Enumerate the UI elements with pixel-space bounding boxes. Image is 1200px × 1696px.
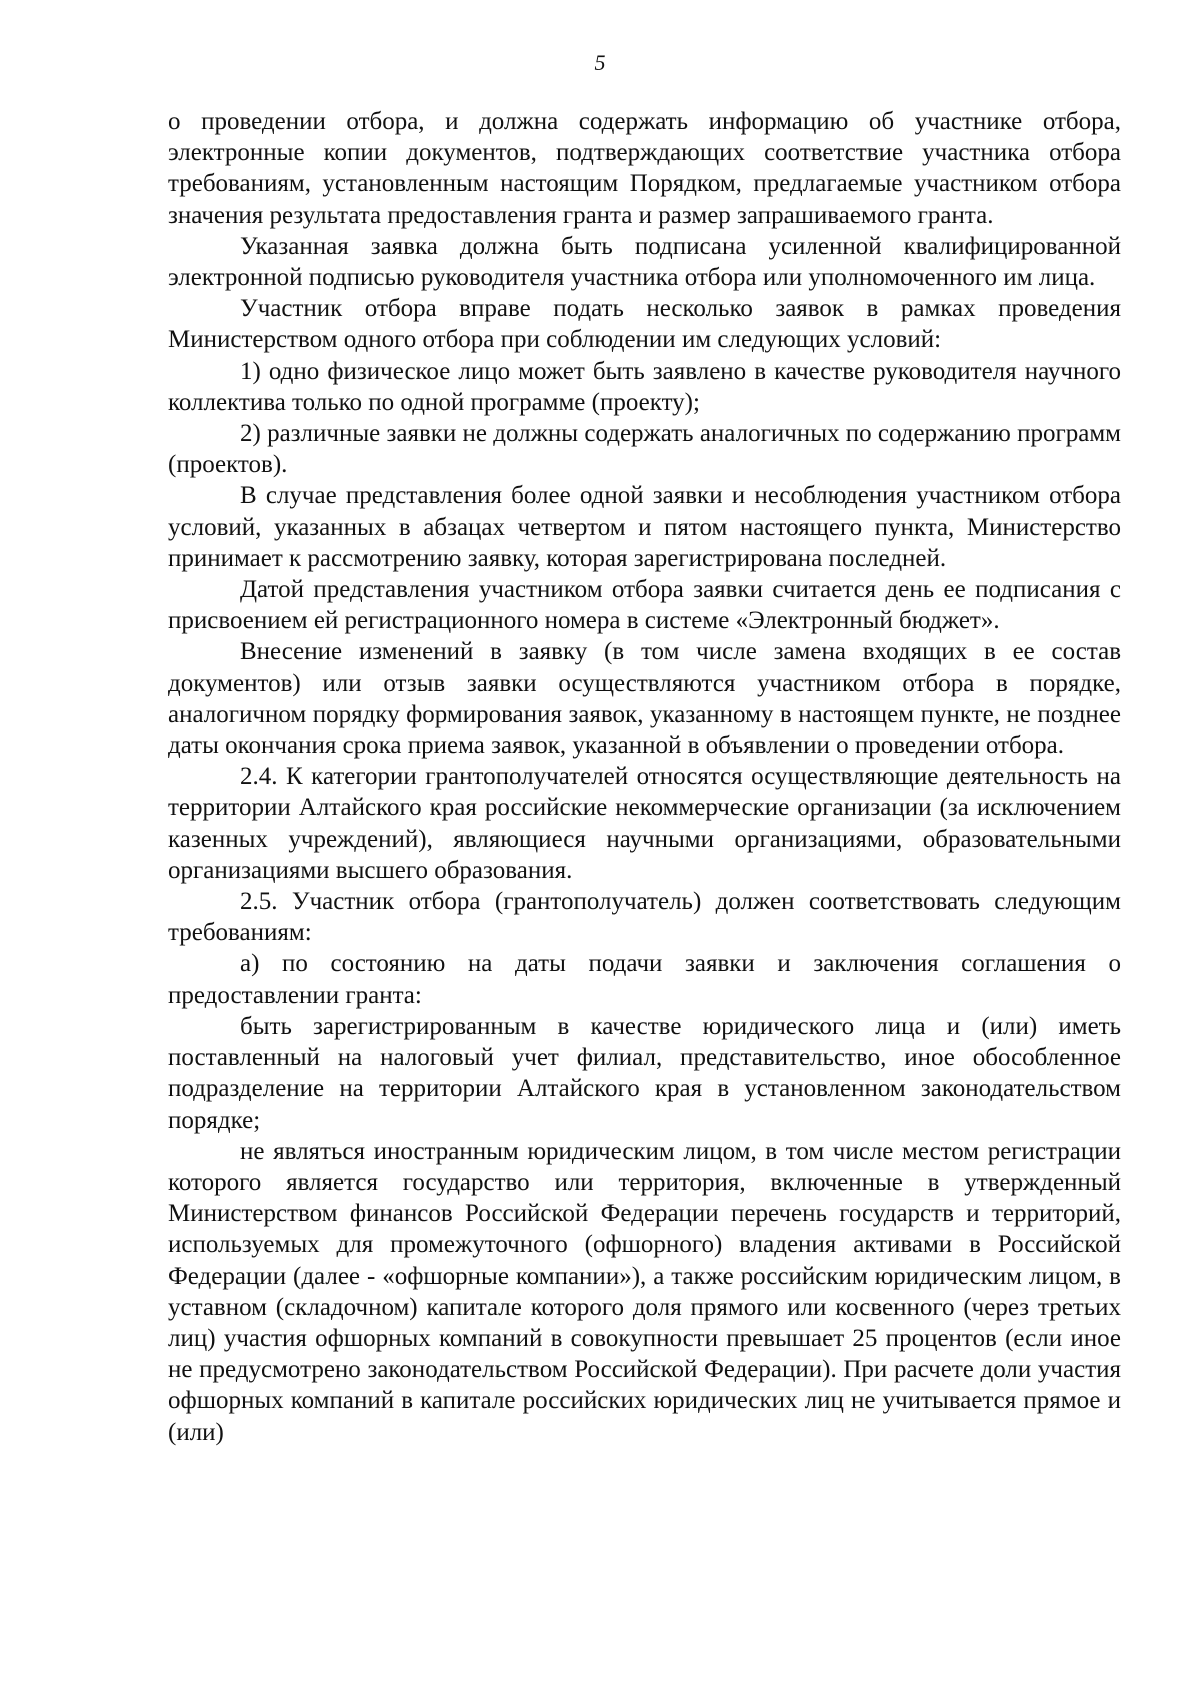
list-item-condition-2: 2) различные заявки не должны содержать аналогичных по содержанию программ (проектов). xyxy=(168,420,1121,479)
paragraph-submission-date: Датой представления участником отбора заявки считается день ее подписания с присвоением ей регистрационного номера в системе «Электронный бюджет». xyxy=(168,576,1121,635)
paragraph-signature-requirement: Указанная заявка должна быть подписана усиленной квалифицированной электронной подписью руководителя участника отбора или уполномоченного им лица. xyxy=(168,232,1121,292)
paragraph-noncompliance: В случае представления более одной заявки и несоблюдения участником отбора условий, указанных в абзацах четвертом и пятом настоящего пункта, Министерство принимает к рассмотрению заявку, которая зарегистрирована последней. xyxy=(168,482,1121,572)
clause-2-4: 2.4. К категории грантополучателей относятся осуществляющие деятельность на территории Алтайского края российские некоммерческие организации (за исключением казенных учреждений), являющиеся научными организациями, образовательными организациями высшего образования. xyxy=(168,763,1121,884)
subclause-a: а) по состоянию на даты подачи заявки и заключения соглашения о предоставлении гранта: xyxy=(168,950,1121,1009)
document-body xyxy=(168,106,1121,1448)
requirement-not-foreign-entity: не являться иностранным юридическим лицом, в том числе местом регистрации которого является государство или территория, включенные в утвержденный Министерством финансов Российской Федерации перечень государств и территорий, используемых для промежуточного (офшорного) владения активами в Российской Федерации (далее - «офшорные компании»), а также российским юридическим лицом, в уставном (складочном) капитале которого доля прямого или косвенного (через третьих лиц) участия офшорных компаний в совокупности превышает 25 процентов (если иное не предусмотрено законодательством Российской Федерации). При расчете доли участия офшорных компаний в капитале российских юридических лиц не учитывается прямое и (или) xyxy=(168,1137,1121,1446)
paragraph-amendments: Внесение изменений в заявку (в том числе замена входящих в ее состав документов) или отзыв заявки осуществляются участником отбора в порядке, аналогичном порядку формирования заявок, указанному в настоящем пункте, не позднее даты окончания срока приема заявок, указанной в объявлении о проведении отбора. xyxy=(168,638,1121,760)
page-number: 5 xyxy=(594,50,606,75)
clause-2-5: 2.5. Участник отбора (грантополучатель) должен соответствовать следующим требованиям: xyxy=(168,888,1121,947)
requirement-registration: быть зарегистрированным в качестве юридического лица и (или) иметь поставленный на налоговый учет филиал, представительство, иное обособленное подразделение на территории Алтайского края в установленном законодательством порядке; xyxy=(168,1012,1121,1134)
paragraph-multiple-applications: Участник отбора вправе подать несколько заявок в рамках проведения Министерством одного отбора при соблюдении им следующих условий: xyxy=(168,295,1121,354)
paragraph-continuation: о проведении отбора, и должна содержать информацию об участнике отбора, электронные копии документов, подтверждающих соответствие участника отбора требованиям, установленным настоящим Порядком, предлагаемые участником отбора значения результата предоставления гранта и размер запрашиваемого гранта. xyxy=(168,108,1121,229)
list-item-condition-1: 1) одно физическое лицо может быть заявлено в качестве руководителя научного коллектива только по одной программе (проекту); xyxy=(168,357,1121,416)
